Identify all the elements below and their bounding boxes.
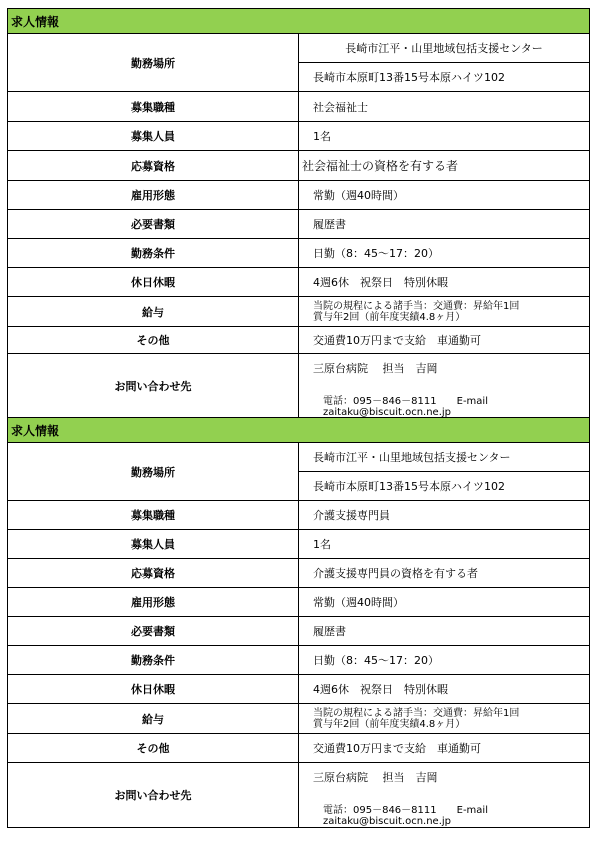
workplace-name: 長崎市江平・山里地域包括支援センター: [299, 443, 590, 472]
salary-line-1: 当院の規程による諸手当：交通費：昇給年1回: [313, 707, 520, 719]
contact-value: [299, 763, 590, 828]
salary-label: 給与: [8, 704, 299, 734]
conditions-label: 勤務条件: [8, 239, 299, 268]
job-type-value: 介護支援専門員: [299, 501, 590, 530]
salary-line-2: 賞与年2回（前年度実績4.8ヶ月）: [313, 311, 466, 323]
qualification-value: 社会福祉士の資格を有する者: [299, 151, 590, 181]
contact-email: E-mail zaitaku@biscuit.ocn.ne.jp: [323, 805, 498, 827]
qualification-value: 介護支援専門員の資格を有する者: [299, 559, 590, 588]
workplace-label: 勤務場所: [8, 443, 299, 501]
employment-label: 雇用形態: [8, 181, 299, 210]
documents-label: 必要書類: [8, 617, 299, 646]
salary-value: [299, 297, 590, 327]
openings-value: 1名: [299, 530, 590, 559]
contact-phone: 電話：095－846－8111: [323, 805, 437, 816]
job-type-label: 募集職種: [8, 92, 299, 122]
salary-label: 給与: [8, 297, 299, 327]
documents-value: 履歴書: [299, 617, 590, 646]
holidays-value: 4週6休 祝祭日 特別休暇: [299, 268, 590, 297]
openings-value: 1名: [299, 122, 590, 151]
job-type-value: 社会福祉士: [299, 92, 590, 122]
holidays-label: 休日休暇: [8, 675, 299, 704]
job-listing-table-2: [7, 417, 590, 828]
contact-label: お問い合わせ先: [8, 763, 299, 828]
holidays-label: 休日休暇: [8, 268, 299, 297]
workplace-label: 勤務場所: [8, 34, 299, 92]
table-header: 求人情報: [8, 9, 590, 34]
holidays-value: 4週6休 祝祭日 特別休暇: [299, 675, 590, 704]
other-value: 交通費10万円まで支給 車通勤可: [299, 734, 590, 763]
documents-label: 必要書類: [8, 210, 299, 239]
contact-phone-line: [313, 392, 589, 418]
documents-value: 履歴書: [299, 210, 590, 239]
employment-value: 常勤（週40時間）: [299, 588, 590, 617]
contact-label: お問い合わせ先: [8, 354, 299, 419]
job-type-label: 募集職種: [8, 501, 299, 530]
conditions-label: 勤務条件: [8, 646, 299, 675]
qualification-label: 応募資格: [8, 151, 299, 181]
salary-value: [299, 704, 590, 734]
employment-label: 雇用形態: [8, 588, 299, 617]
workplace-address: 長崎市本原町13番15号本原ハイツ102: [299, 472, 590, 501]
conditions-value: 日勤（8：45〜17：20）: [299, 646, 590, 675]
openings-label: 募集人員: [8, 530, 299, 559]
contact-phone: 電話：095－846－8111: [323, 396, 437, 407]
openings-label: 募集人員: [8, 122, 299, 151]
job-listing-table-1: [7, 8, 590, 419]
other-label: その他: [8, 327, 299, 354]
other-value: 交通費10万円まで支給 車通勤可: [299, 327, 590, 354]
contact-email: E-mail zaitaku@biscuit.ocn.ne.jp: [323, 396, 498, 418]
qualification-label: 応募資格: [8, 559, 299, 588]
salary-line-1: 当院の規程による諸手当：交通費：昇給年1回: [313, 300, 520, 312]
other-label: その他: [8, 734, 299, 763]
contact-organization: 三原台病院 担当 吉岡: [313, 771, 438, 784]
contact-phone-line: [313, 801, 589, 827]
salary-line-2: 賞与年2回（前年度実績4.8ヶ月）: [313, 718, 466, 730]
contact-value: [299, 354, 590, 419]
conditions-value: 日勤（8：45〜17：20）: [299, 239, 590, 268]
table-header: 求人情報: [8, 418, 590, 443]
workplace-name: 長崎市江平・山里地域包括支援センター: [299, 34, 590, 63]
employment-value: 常勤（週40時間）: [299, 181, 590, 210]
workplace-address: 長崎市本原町13番15号本原ハイツ102: [299, 63, 590, 92]
contact-organization: 三原台病院 担当 吉岡: [313, 362, 438, 375]
